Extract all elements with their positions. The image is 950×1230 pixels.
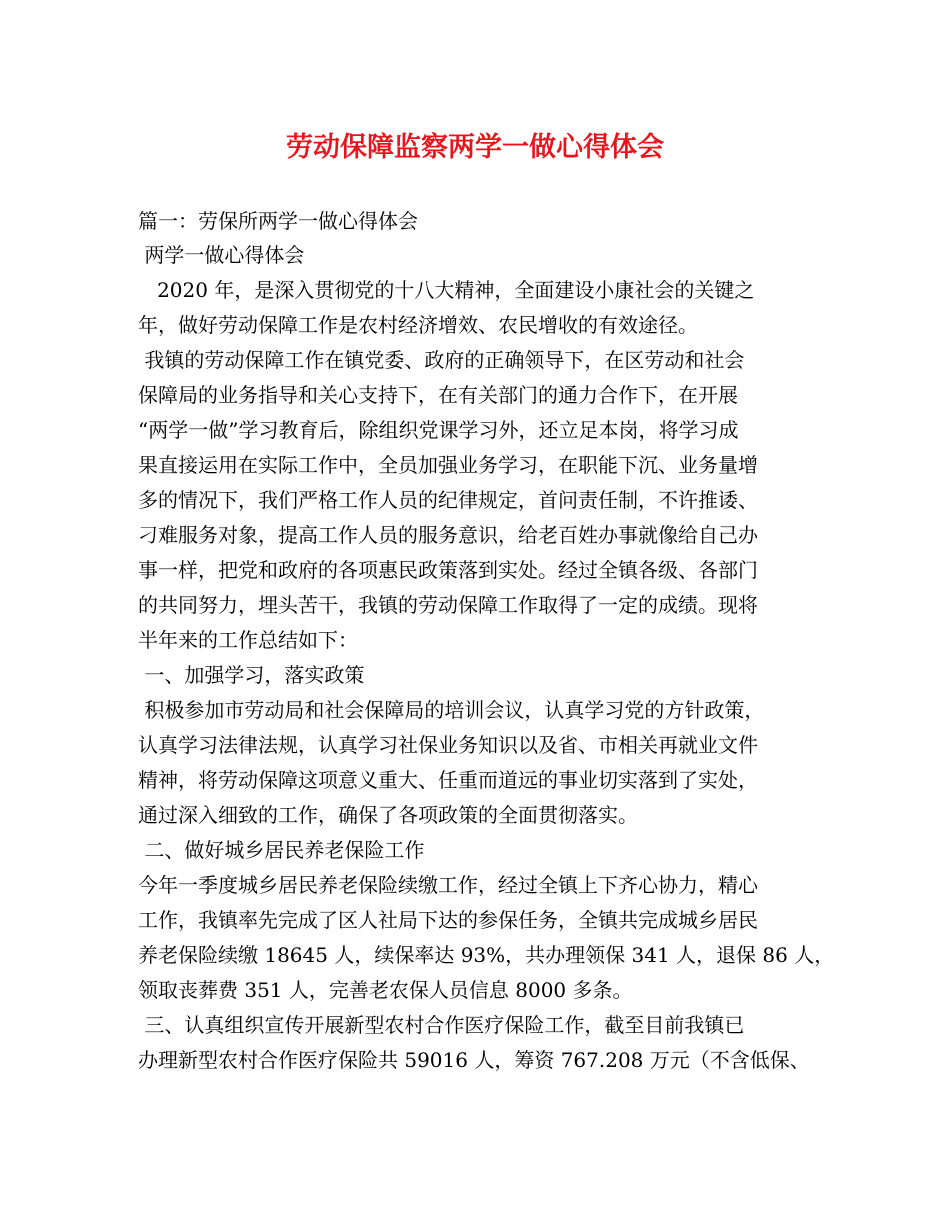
text-line: 两学一做心得体会 [138, 243, 305, 267]
document-title: 劳动保障监察两学一做心得体会 [286, 132, 664, 163]
text-line: 事一样，把党和政府的各项惠民政策落到实处。经过全镇各级、各部门 [138, 558, 758, 582]
text-line: 通过深入细致的工作，确保了各项政策的全面贯彻落实。 [138, 803, 638, 827]
text-line: 保障局的业务指导和关心支持下，在有关部门的通力合作下，在开展 [138, 383, 738, 407]
text-line: 精神，将劳动保障这项意义重大、任重而道远的事业切实落到了实处， [138, 768, 758, 792]
text-line: 果直接运用在实际工作中，全员加强业务学习，在职能下沉、业务量增 [138, 453, 758, 477]
text-line: 三、认真组织宣传开展新型农村合作医疗保险工作，截至目前我镇已 [138, 1013, 745, 1037]
text-line: 刁难服务对象，提高工作人员的服务意识，给老百姓办事就像给自己办 [138, 523, 758, 547]
section-heading: 二、做好城乡居民养老保险工作 [138, 838, 425, 862]
text-line: 篇一：劳保所两学一做心得体会 [138, 209, 418, 233]
text-line: “两学一做”学习教育后，除组织党课学习外，还立足本岗，将学习成 [138, 418, 739, 442]
text-line: 积极参加市劳动局和社会保障局的培训会议，认真学习党的方针政策， [138, 698, 765, 722]
text-line: 2020 年，是深入贯彻党的十八大精神，全面建设小康社会的关键之 [138, 278, 755, 302]
text-line: 半年来的工作总结如下： [138, 628, 358, 652]
text-line: 办理新型农村合作医疗保险共 59016 人，筹资 767.208 万元（不含低保、 [138, 1048, 810, 1072]
text-line: 今年一季度城乡居民养老保险续缴工作，经过全镇上下齐心协力，精心 [138, 873, 758, 897]
text-line: 领取丧葬费 351 人，完善老农保人员信息 8000 多条。 [138, 978, 633, 1002]
text-line: 年，做好劳动保障工作是农村经济增效、农民增收的有效途径。 [138, 313, 698, 337]
text-line: 工作，我镇率先完成了区人社局下达的参保任务，全镇共完成城乡居民 [138, 908, 758, 932]
text-line: 的共同努力，埋头苦干，我镇的劳动保障工作取得了一定的成绩。现将 [138, 593, 758, 617]
text-line: 认真学习法律法规，认真学习社保业务知识以及省、市相关再就业文件 [138, 733, 758, 757]
section-heading: 一、加强学习，落实政策 [138, 663, 365, 687]
text-line: 养老保险续缴 18645 人，续保率达 93%，共办理领保 341 人，退保 86 人， [138, 943, 835, 967]
text-line: 多的情况下，我们严格工作人员的纪律规定，首问责任制，不许推诿、 [138, 488, 758, 512]
text-line: 我镇的劳动保障工作在镇党委、政府的正确领导下，在区劳动和社会 [138, 348, 745, 372]
